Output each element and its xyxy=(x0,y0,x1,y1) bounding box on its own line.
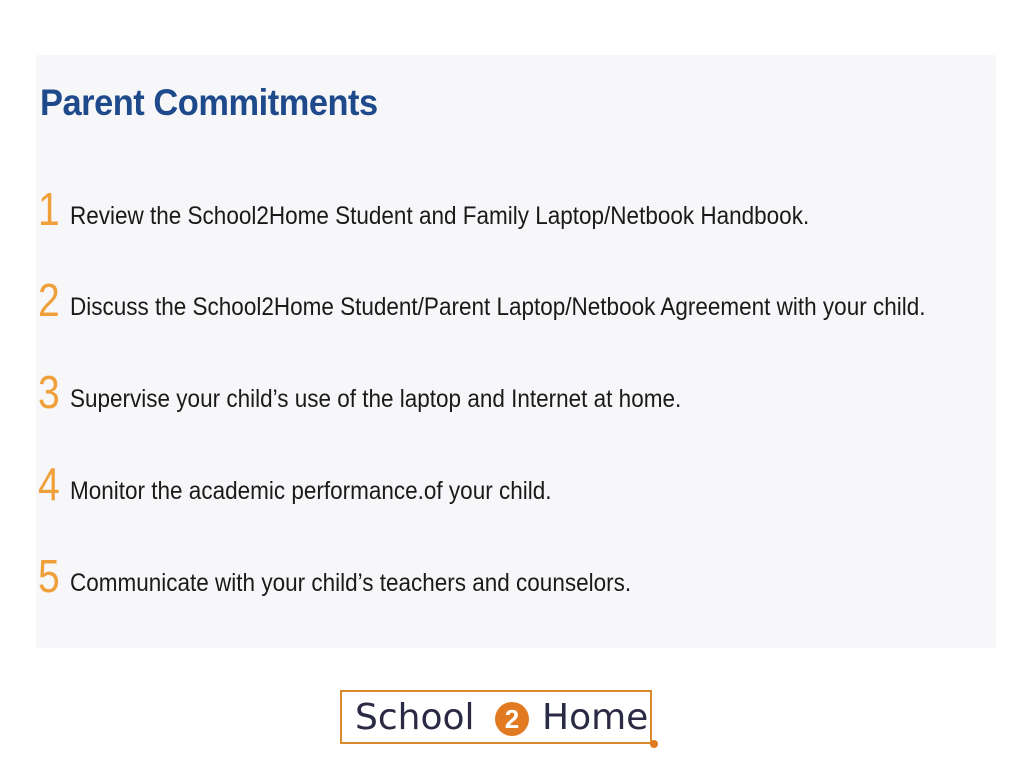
item-number: 4 xyxy=(38,458,60,510)
commitment-item-4 xyxy=(38,458,605,510)
logo-dot-icon xyxy=(650,740,658,748)
commitment-item-2 xyxy=(38,274,1021,326)
item-text: Communicate with your child’s teachers and counselors. xyxy=(70,569,632,597)
item-text: Discuss the School2Home Student/Parent Laptop/Netbook Agreement with your child. xyxy=(70,293,926,321)
item-text: Review the School2Home Student and Family Laptop/Netbook Handbook. xyxy=(70,202,810,230)
item-number: 1 xyxy=(38,183,60,235)
commitment-item-5 xyxy=(38,550,693,602)
item-number: 5 xyxy=(38,550,60,602)
logo-text-home: Home xyxy=(542,697,649,738)
school2home-logo xyxy=(340,690,652,744)
logo-text-school: School xyxy=(355,697,475,738)
item-number: 2 xyxy=(38,274,60,326)
item-text: Monitor the academic performance.of your child. xyxy=(70,477,552,505)
item-number: 3 xyxy=(38,366,60,418)
page-title: Parent Commitments xyxy=(40,82,378,123)
commitment-item-1 xyxy=(38,183,891,235)
commitment-item-3 xyxy=(38,366,749,418)
item-text: Supervise your child’s use of the laptop and Internet at home. xyxy=(70,385,682,413)
logo-circle-icon: 2 xyxy=(495,702,529,736)
